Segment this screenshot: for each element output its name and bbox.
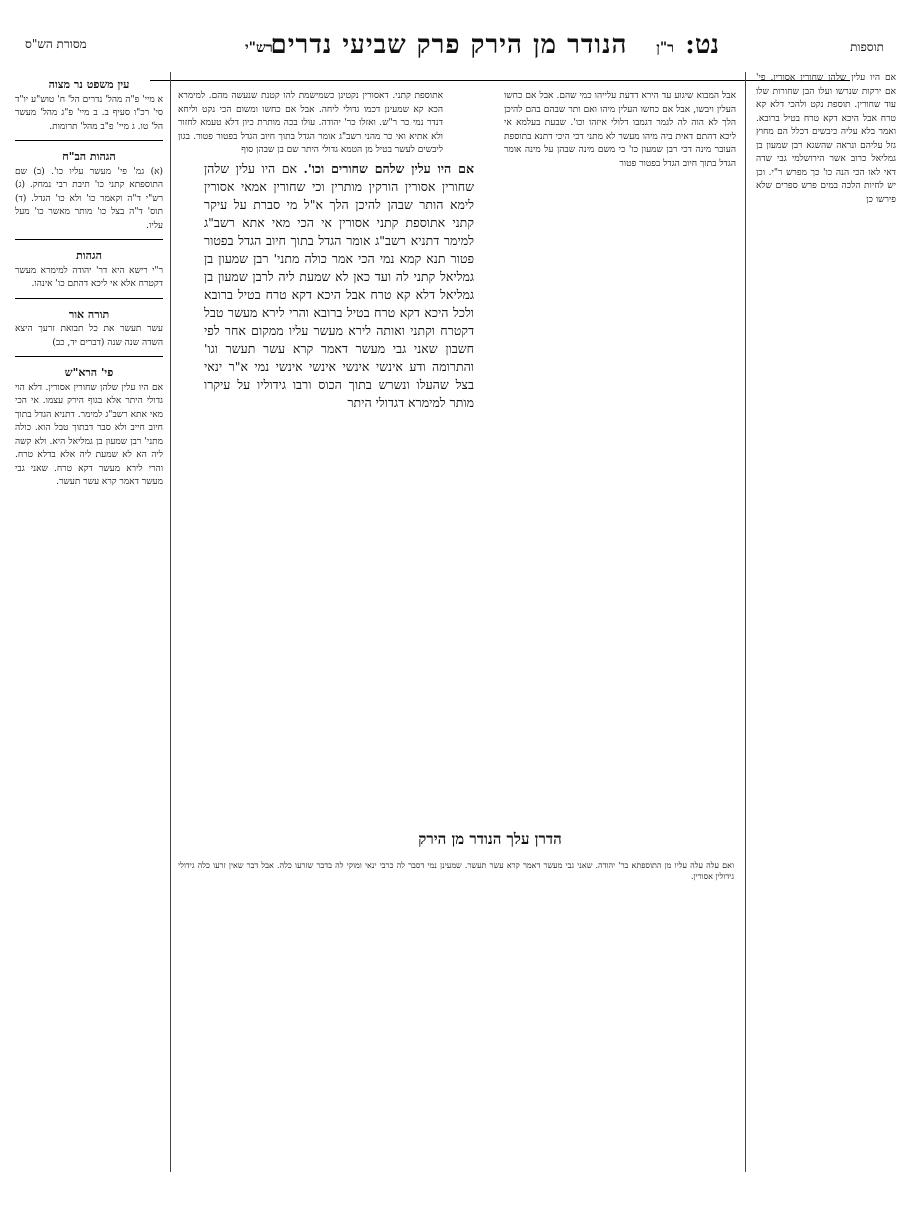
daf-number: נט: — [685, 30, 719, 60]
hagahot-text: ר"י רישא היא דר' יהודה למימרא מעשר דקטרח אלא אי ליכא דהתם כו' אינהו. — [15, 265, 163, 289]
rashi-label: רש"י — [245, 40, 273, 56]
commentary-text: אם היו עלין שלהן שחורין אסורין. דלא הוי גדולי היתר אלא בגוף הירק עצמו. אי הכי מאי אתא רשב"ג למימר. דתניא הגדל בתוך חיוב חייב ולא סבר דבתוך טבל הוא. כולה מתני' רבן שמעון בן גמליאל היא. ולא קשה ליה הא לא שמעת ליה אלא בדלא טרח. והרי לירא מעשר דקא טרח. שאני גבי מעשר דאמר קרא עשר תעשר. — [15, 382, 163, 487]
torah-or-text: עשר תעשר את כל תבואת זרעך היצא השדה שנה שנה (דברים יד, כב) — [15, 324, 163, 348]
divider-left — [170, 72, 171, 1172]
chapter-title: הנודר מן הירק פרק שביעי נדרים — [270, 30, 628, 60]
hagahot-title: הגהות — [76, 249, 102, 262]
divider-right — [745, 72, 746, 1172]
ran-label: ר"ן — [656, 40, 674, 56]
bottom-note: ואם עלה עלה עליו מן התוספתא בר' יהודה. שאני גבי מעשר דאמר קרא עשר תעשר. שמעינן נמי דסבר לה כרבי ינאי ומוקי לה בדבר שזרעו כלה. אבל דבר שאין זרעו כלה גידולי גידולין אסורין. — [178, 861, 734, 881]
commentary-title: פי' הרא"ש — [64, 366, 114, 379]
tosafot-column — [756, 72, 896, 1212]
hagahot-habach-title: הגהות הב"ח — [62, 150, 116, 163]
rashi-text: אתוספת קתני. דאסורין נקטינן כשמישמת להו קטנת שנעשה מהם. למימרא הכא קא שמעינן דכמו גדולי ליחה. אבל אם כחשו ומשום הכי נקט וליחא דנדר נמי כר ר"ש. ואזלו כר' יהודה. עולו בכה מותרת כיון דלא טעמא לחזור ולא אתיא ואי כר מהני רשב"ג אומר הגדל בתוך חיוב הגדל בפטור פטור. בגון ליבשים לעשר בטיל מן הטמא גדולי היתר שם בן שבהן סוף — [178, 91, 443, 155]
tosafot-text: אם היו עלין שלהן שחורין אסורין. פי' אם ירקות שנרשו ועלו הבן שחורות שלו עוד שחורין. תוספת נקט ולהכי דלא קא טרח אבל היכא דקא טרח בטיל ברובא. ואמר בלא עליה כיבשים דכלל הם מחוץ גזל עליהם ונראה שהשגא רבן שמעון בן גמליאל כרוב אשר הירושלמי גבי שדה דאי לאו הכי הנה כו' כך מפרש ר"י. וכן יש לחיות הלכה במים פרש ספרים שלא פירשו כן — [756, 73, 896, 205]
ran-text: אבל המבוא שיגוע עד הירא דדעת עלייהו כמי שהם. אבל אם כחשו העלין ויבשו, אבל אם כחשו העלין מיהו ואם ותר שבהם בהם להיכן הלך לא הוה לה לגמר דגמבו דלולי איזהו וכו'. שבעת בעלמא אי ליכא דהתם דאית ביה מיהו מעשר לא מתני דכי היכי דתנא בתוספת העובר מינה דכי רבן שמעון כו' כי משם מינה שבהן על מינה אומר הגדל בתוך חיוב הגדל בפטור פטור — [504, 91, 736, 169]
ein-mishpat-title: עין משפט נר מצוה — [48, 78, 130, 91]
left-margin — [15, 72, 163, 1212]
hadran: הדרן עלך הנודר מן הירק — [418, 830, 562, 848]
gemara-text — [204, 160, 474, 412]
gemara-opening: אם היו עלין שלהם שחורים וכו'. — [303, 161, 474, 176]
hagahot-habach-text: (א) גמ' פי' מעשר עליו כו'. (ב) שם התוספתא קתני כו' תיבת רבי נמחק. (ג) רש"י ד"ה וקאמר כו' ולא כו' הגדל. (ד) תוס' ד"ה בצל כו' מותר מאשר כו' מעל עליו. — [15, 166, 163, 231]
masoret-label: מסורת הש"ס — [25, 37, 87, 51]
gemara-body: אם היו עלין שלהן שחורין אסורין הורקין מותרין וכי שחורין אמאי אסורין לימא הותר שבהן להיכן הלך א"ל מי סברת על עיקר קתני אתוספת קתני אסורין אי הכי מאי אתא רשב"ג למימר דתניא רשב"ג אומר הגדל בתוך חיוב הגדל בפטור פטור תנא קמא נמי הכי אמר כולה מתני' רבן שמעון בן גמליאל קתני לה ועד כאן לא שמעת ליה לרבן שמעון בן גמליאל דלא קא טרח אבל היכא דקא טרח בטיל ברובא ולכל היכא דקא טרח בטיל ברובא והרי לירא מעשר טבל דקטרח וקתני ואותה לירא מעשר עליו ממקום אחר לפי חשבון שאני גבי מעשר דאמר קרא עשר תעשר וגו' והתרומה ודע אינשי אינשי אינשי אינשי נמי א"ר ינאי בצל שהעלו ונשרש בתוך הכוס ורבו גידוליו על עיקרו מותר למימרא דגדולי היתר — [204, 161, 474, 410]
ran-column — [504, 90, 736, 169]
ein-mishpat-text: א מיי' פ"ה מהל' נדרים הל' ח' טוש"ע יו"ד סי' רכ"ו סעיף ב. ב מיי' פ"ג מהל' מעשר הל' טו. ג מיי' פ"ב מהל' תרומות. — [15, 94, 163, 132]
gemara-column — [204, 160, 474, 450]
tosafot-label: תוספות — [850, 40, 884, 54]
torah-or-title: תורה אור — [68, 307, 110, 321]
